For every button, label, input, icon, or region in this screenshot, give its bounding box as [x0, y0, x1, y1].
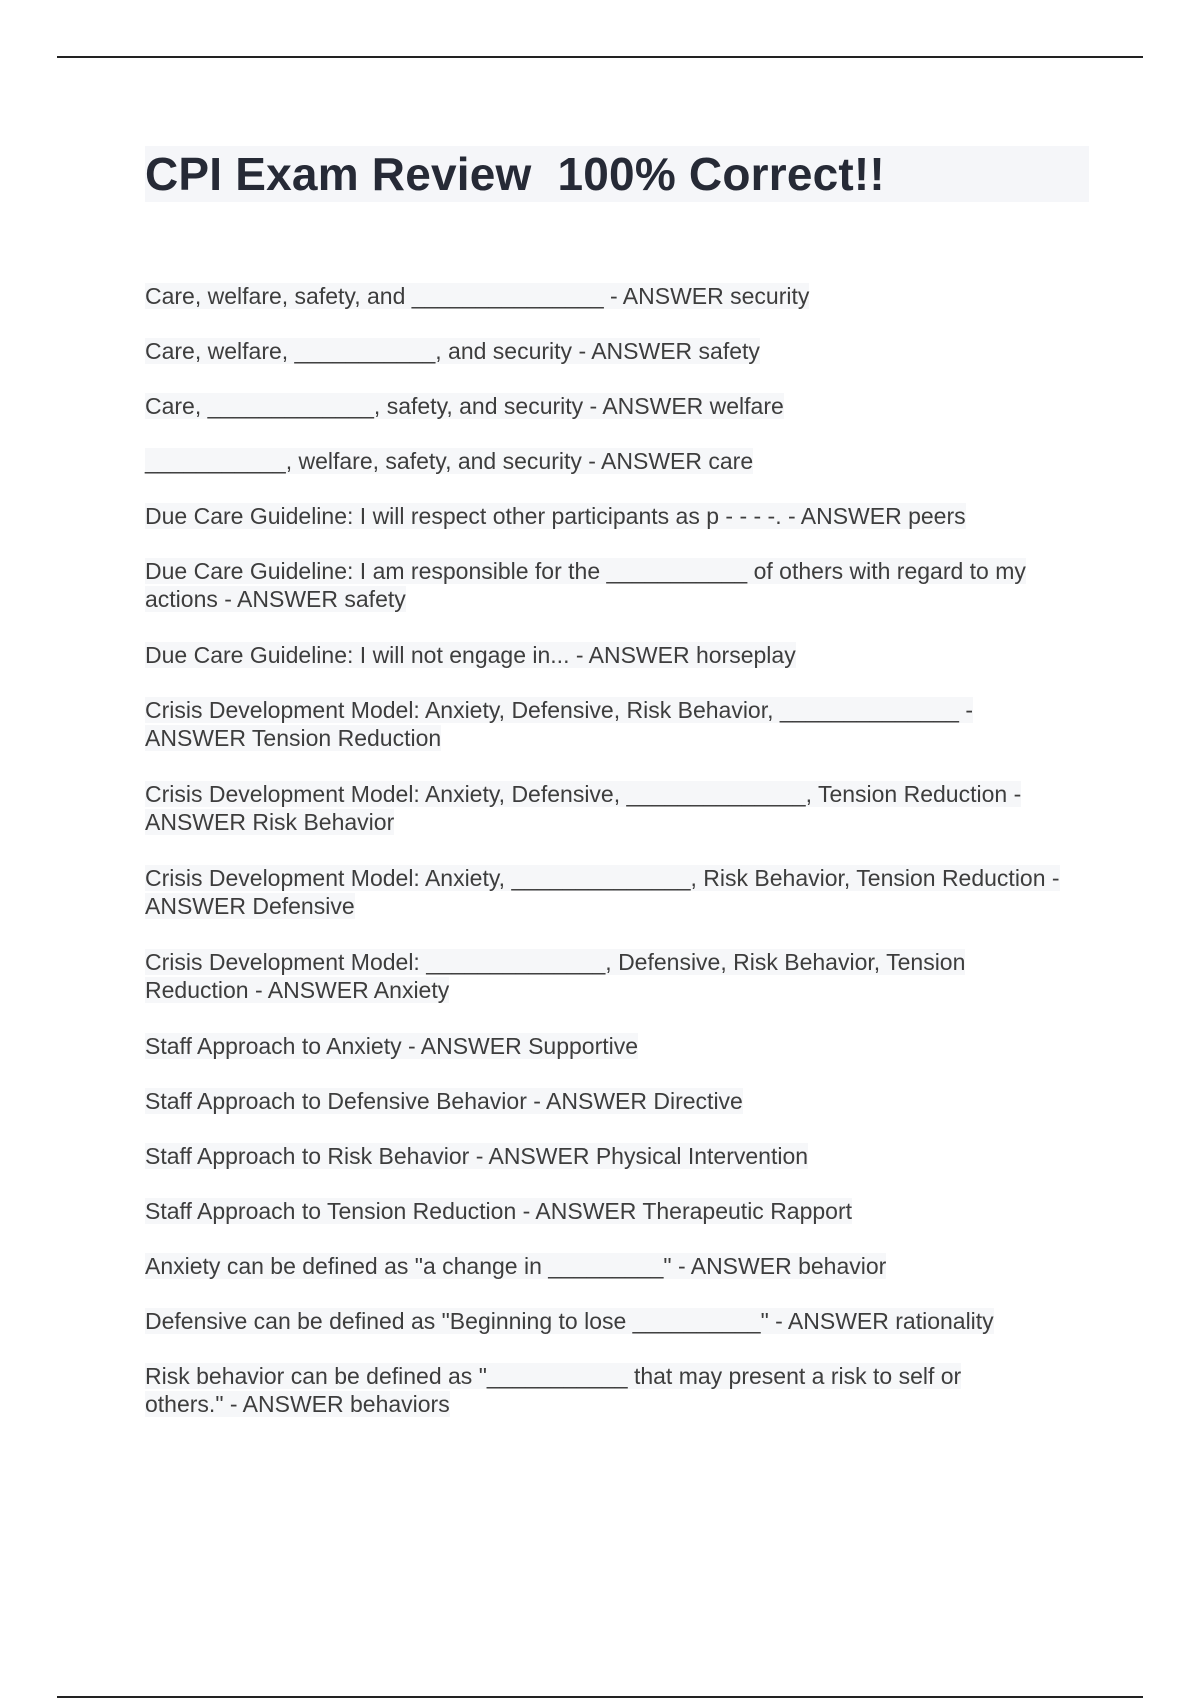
- qa-item-12: Staff Approach to Anxiety - ANSWER Supportive: [145, 1033, 639, 1059]
- qa-item-6: Due Care Guideline: I am responsible for the ___________ of others with regard to my actions - ANSWER safety: [145, 558, 1026, 612]
- qa-item-2: Care, welfare, ___________, and security - ANSWER safety: [145, 338, 760, 364]
- qa-item-9: Crisis Development Model: Anxiety, Defensive, ______________, Tension Reduction - ANSWER Risk Behavior: [145, 781, 1022, 835]
- qa-item-7: Due Care Guideline: I will not engage in... - ANSWER horseplay: [145, 642, 796, 668]
- qa-item-5: Due Care Guideline: I will respect other participants as p - - - -. - ANSWER peers: [145, 503, 966, 529]
- qa-item-4: ___________, welfare, safety, and security - ANSWER care: [145, 448, 754, 474]
- qa-item-3: Care, _____________, safety, and security - ANSWER welfare: [145, 393, 784, 419]
- bottom-rule: [57, 1696, 1143, 1698]
- qa-item-17: Defensive can be defined as "Beginning to lose __________" - ANSWER rationality: [145, 1308, 994, 1334]
- qa-item-15: Staff Approach to Tension Reduction - ANSWER Therapeutic Rapport: [145, 1198, 853, 1224]
- qa-item-11: Crisis Development Model: ______________, Defensive, Risk Behavior, Tension Reduction - ANSWER Anxiety: [145, 949, 966, 1003]
- qa-item-1: Care, welfare, safety, and _______________ - ANSWER security: [145, 283, 810, 309]
- qa-item-16: Anxiety can be defined as "a change in _________" - ANSWER behavior: [145, 1253, 887, 1279]
- qa-item-18: Risk behavior can be defined as "___________ that may present a risk to self or others." - ANSWER behaviors: [145, 1363, 962, 1417]
- qa-item-13: Staff Approach to Defensive Behavior - ANSWER Directive: [145, 1088, 743, 1114]
- title-block: [145, 146, 1089, 202]
- qa-list: [145, 282, 1095, 1446]
- qa-item-14: Staff Approach to Risk Behavior - ANSWER Physical Intervention: [145, 1143, 809, 1169]
- qa-item-10: Crisis Development Model: Anxiety, ______________, Risk Behavior, Tension Reduction - ANSWER Defensive: [145, 865, 1060, 919]
- top-rule: [57, 56, 1143, 58]
- document-title: CPI Exam Review 100% Correct!!: [145, 148, 885, 200]
- qa-item-8: Crisis Development Model: Anxiety, Defensive, Risk Behavior, ______________ - ANSWER Tension Reduction: [145, 697, 974, 751]
